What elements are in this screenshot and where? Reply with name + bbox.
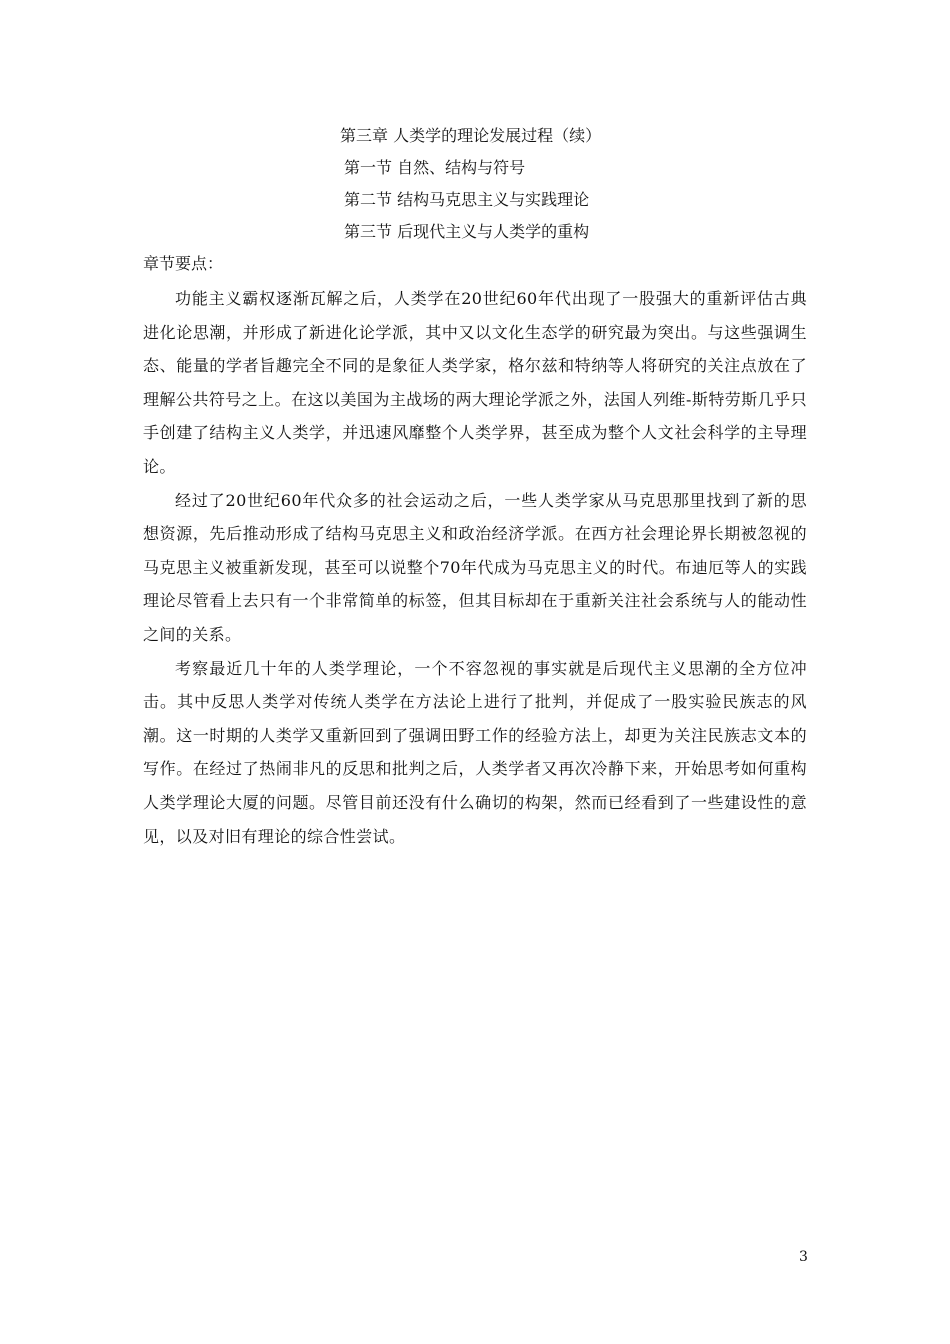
- section-2-title: 第二节 结构马克思主义与实践理论: [344, 190, 590, 209]
- paragraph-2: 经过了20世纪60年代众多的社会运动之后，一些人类学家从马克思那里找到了新的思想资源，先后推动形成了结构马克思主义和政治经济学派。在西方社会理论界长期被忽视的马克思主义被重新发现，甚至可以说整个70年代成为马克思主义的时代。布迪厄等人的实践理论尽管看上去只有一个非常简单的标签，但其目标却在于重新关注社会系统与人的能动性之间的关系。: [143, 490, 807, 644]
- section-1-title: 第一节 自然、结构与符号: [344, 158, 526, 177]
- paragraph-3: 考察最近几十年的人类学理论，一个不容忽视的事实就是后现代主义思潮的全方位冲击。其中反思人类学对传统人类学在方法论上进行了批判，并促成了一股实验民族志的风潮。这一时期的人类学又重新回到了强调田野工作的经验方法上，却更为关注民族志文本的写作。在经过了热闹非凡的反思和批判之后，人类学者又再次冷静下来，开始思考如何重构人类学理论大厦的问题。尽管目前还没有什么确切的构架，然而已经看到了一些建设性的意见，以及对旧有理论的综合性尝试。: [143, 658, 807, 846]
- paragraph-1: 功能主义霸权逐渐瓦解之后，人类学在20世纪60年代出现了一股强大的重新评估古典进化论思潮，并形成了新进化论学派，其中又以文化生态学的研究最为突出。与这些强调生态、能量的学者旨趣完全不同的是象征人类学家，格尔兹和特纳等人将研究的关注点放在了理解公共符号之上。在这以美国为主战场的两大理论学派之外，法国人列维-斯特劳斯几乎只手创建了结构主义人类学，并迅速风靡整个人类学界，甚至成为整个人文社会科学的主导理论。: [143, 289, 807, 476]
- body-text: [143, 282, 807, 853]
- chapter-title: 第三章 人类学的理论发展过程（续）: [340, 126, 602, 145]
- page-number: 3: [799, 1249, 808, 1265]
- section-3-title: 第三节 后现代主义与人类学的重构: [344, 222, 590, 241]
- key-points-label: 章节要点：: [143, 254, 224, 273]
- chapter-headings: [0, 120, 950, 248]
